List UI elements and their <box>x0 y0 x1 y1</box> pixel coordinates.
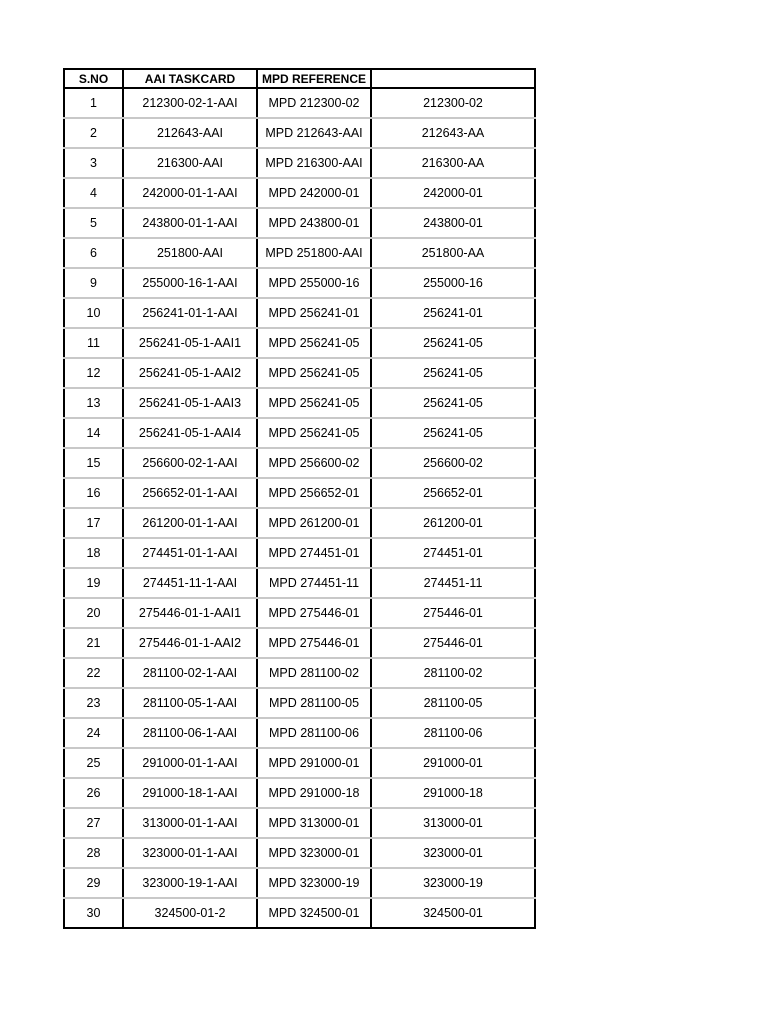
cell-sno[interactable]: 23 <box>64 688 123 718</box>
cell-aai-taskcard[interactable]: 255000-16-1-AAI <box>123 268 257 298</box>
cell-ref-code[interactable]: 251800-AA <box>371 238 535 268</box>
cell-mpd-reference[interactable]: MPD 256241-05 <box>257 418 371 448</box>
cell-ref-code[interactable]: 291000-01 <box>371 748 535 778</box>
cell-aai-taskcard[interactable]: 242000-01-1-AAI <box>123 178 257 208</box>
cell-sno[interactable]: 11 <box>64 328 123 358</box>
cell-aai-taskcard[interactable]: 256241-05-1-AAI4 <box>123 418 257 448</box>
cell-aai-taskcard[interactable]: 323000-19-1-AAI <box>123 868 257 898</box>
cell-mpd-reference[interactable]: MPD 323000-19 <box>257 868 371 898</box>
table-row <box>64 358 535 388</box>
cell-mpd-reference[interactable]: MPD 291000-01 <box>257 748 371 778</box>
cell-ref-code[interactable]: 256241-05 <box>371 388 535 418</box>
cell-ref-code[interactable]: 323000-19 <box>371 868 535 898</box>
cell-ref-code[interactable]: 256600-02 <box>371 448 535 478</box>
table-row <box>64 868 535 898</box>
cell-aai-taskcard[interactable]: 281100-02-1-AAI <box>123 658 257 688</box>
spreadsheet-area <box>63 68 536 929</box>
cell-aai-taskcard[interactable]: 274451-01-1-AAI <box>123 538 257 568</box>
cell-sno[interactable]: 6 <box>64 238 123 268</box>
table-row <box>64 718 535 748</box>
table-row <box>64 748 535 778</box>
cell-sno[interactable]: 20 <box>64 598 123 628</box>
cell-mpd-reference[interactable]: MPD 291000-18 <box>257 778 371 808</box>
table-row <box>64 238 535 268</box>
header-mpd-reference[interactable]: MPD REFERENCE <box>257 69 371 88</box>
cell-aai-taskcard[interactable]: 212300-02-1-AAI <box>123 88 257 118</box>
cell-mpd-reference[interactable]: MPD 281100-06 <box>257 718 371 748</box>
table-row <box>64 628 535 658</box>
cell-mpd-reference[interactable]: MPD 242000-01 <box>257 178 371 208</box>
cell-ref-code[interactable]: 256241-05 <box>371 418 535 448</box>
cell-ref-code[interactable]: 255000-16 <box>371 268 535 298</box>
cell-mpd-reference[interactable]: MPD 261200-01 <box>257 508 371 538</box>
cell-sno[interactable]: 22 <box>64 658 123 688</box>
cell-mpd-reference[interactable]: MPD 256241-01 <box>257 298 371 328</box>
cell-sno[interactable]: 2 <box>64 118 123 148</box>
cell-sno[interactable]: 5 <box>64 208 123 238</box>
cell-ref-code[interactable]: 216300-AA <box>371 148 535 178</box>
cell-mpd-reference[interactable]: MPD 281100-05 <box>257 688 371 718</box>
cell-mpd-reference[interactable]: MPD 216300-AAI <box>257 148 371 178</box>
table-row <box>64 538 535 568</box>
table-row <box>64 148 535 178</box>
cell-ref-code[interactable]: 256241-05 <box>371 358 535 388</box>
cell-sno[interactable]: 10 <box>64 298 123 328</box>
cell-ref-code[interactable]: 274451-11 <box>371 568 535 598</box>
cell-sno[interactable]: 9 <box>64 268 123 298</box>
cell-mpd-reference[interactable]: MPD 323000-01 <box>257 838 371 868</box>
cell-sno[interactable]: 15 <box>64 448 123 478</box>
cell-sno[interactable]: 28 <box>64 838 123 868</box>
cell-aai-taskcard[interactable]: 256652-01-1-AAI <box>123 478 257 508</box>
cell-aai-taskcard[interactable]: 323000-01-1-AAI <box>123 838 257 868</box>
cell-mpd-reference[interactable]: MPD 256652-01 <box>257 478 371 508</box>
cell-aai-taskcard[interactable]: 291000-01-1-AAI <box>123 748 257 778</box>
cell-ref-code[interactable]: 274451-01 <box>371 538 535 568</box>
cell-ref-code[interactable]: 261200-01 <box>371 508 535 538</box>
header-row <box>64 69 535 88</box>
cell-mpd-reference[interactable]: MPD 212643-AAI <box>257 118 371 148</box>
table-row <box>64 298 535 328</box>
cell-ref-code[interactable]: 324500-01 <box>371 898 535 928</box>
table-row <box>64 688 535 718</box>
table-row <box>64 778 535 808</box>
cell-ref-code[interactable]: 323000-01 <box>371 838 535 868</box>
cell-ref-code[interactable]: 256652-01 <box>371 478 535 508</box>
table-row <box>64 88 535 118</box>
cell-aai-taskcard[interactable]: 256241-05-1-AAI3 <box>123 388 257 418</box>
table-row <box>64 568 535 598</box>
cell-mpd-reference[interactable]: MPD 255000-16 <box>257 268 371 298</box>
cell-aai-taskcard[interactable]: 275446-01-1-AAI1 <box>123 598 257 628</box>
cell-aai-taskcard[interactable]: 256241-05-1-AAI2 <box>123 358 257 388</box>
cell-sno[interactable]: 25 <box>64 748 123 778</box>
table-row <box>64 478 535 508</box>
table-row <box>64 448 535 478</box>
cell-mpd-reference[interactable]: MPD 275446-01 <box>257 598 371 628</box>
cell-ref-code[interactable]: 212300-02 <box>371 88 535 118</box>
cell-aai-taskcard[interactable]: 281100-05-1-AAI <box>123 688 257 718</box>
cell-ref-code[interactable]: 242000-01 <box>371 178 535 208</box>
table-row <box>64 658 535 688</box>
cell-mpd-reference[interactable]: MPD 275446-01 <box>257 628 371 658</box>
cell-sno[interactable]: 14 <box>64 418 123 448</box>
cell-sno[interactable]: 27 <box>64 808 123 838</box>
cell-sno[interactable]: 4 <box>64 178 123 208</box>
table-row <box>64 838 535 868</box>
cell-mpd-reference[interactable]: MPD 256241-05 <box>257 388 371 418</box>
table-body <box>64 88 535 928</box>
cell-mpd-reference[interactable]: MPD 251800-AAI <box>257 238 371 268</box>
cell-ref-code[interactable]: 281100-05 <box>371 688 535 718</box>
cell-aai-taskcard[interactable]: 275446-01-1-AAI2 <box>123 628 257 658</box>
cell-aai-taskcard[interactable]: 261200-01-1-AAI <box>123 508 257 538</box>
cell-ref-code[interactable]: 212643-AA <box>371 118 535 148</box>
cell-aai-taskcard[interactable]: 281100-06-1-AAI <box>123 718 257 748</box>
taskcard-table <box>63 68 536 929</box>
cell-ref-code[interactable]: 281100-06 <box>371 718 535 748</box>
cell-aai-taskcard[interactable]: 313000-01-1-AAI <box>123 808 257 838</box>
cell-aai-taskcard[interactable]: 216300-AAI <box>123 148 257 178</box>
cell-ref-code[interactable]: 275446-01 <box>371 598 535 628</box>
cell-mpd-reference[interactable]: MPD 243800-01 <box>257 208 371 238</box>
cell-aai-taskcard[interactable]: 243800-01-1-AAI <box>123 208 257 238</box>
cell-aai-taskcard[interactable]: 256241-01-1-AAI <box>123 298 257 328</box>
table-row <box>64 598 535 628</box>
cell-aai-taskcard[interactable]: 324500-01-2 <box>123 898 257 928</box>
cell-aai-taskcard[interactable]: 274451-11-1-AAI <box>123 568 257 598</box>
cell-sno[interactable]: 26 <box>64 778 123 808</box>
table-row <box>64 328 535 358</box>
cell-mpd-reference[interactable]: MPD 212300-02 <box>257 88 371 118</box>
cell-mpd-reference[interactable]: MPD 281100-02 <box>257 658 371 688</box>
cell-mpd-reference[interactable]: MPD 274451-11 <box>257 568 371 598</box>
cell-mpd-reference[interactable]: MPD 313000-01 <box>257 808 371 838</box>
header-blank[interactable] <box>371 69 535 88</box>
header-aai-taskcard[interactable]: AAI TASKCARD <box>123 69 257 88</box>
cell-sno[interactable]: 24 <box>64 718 123 748</box>
cell-ref-code[interactable]: 275446-01 <box>371 628 535 658</box>
cell-ref-code[interactable]: 256241-01 <box>371 298 535 328</box>
cell-aai-taskcard[interactable]: 251800-AAI <box>123 238 257 268</box>
cell-sno[interactable]: 30 <box>64 898 123 928</box>
cell-sno[interactable]: 29 <box>64 868 123 898</box>
table-row <box>64 418 535 448</box>
cell-sno[interactable]: 17 <box>64 508 123 538</box>
cell-sno[interactable]: 16 <box>64 478 123 508</box>
table-row <box>64 898 535 928</box>
table-row <box>64 268 535 298</box>
cell-mpd-reference[interactable]: MPD 256600-02 <box>257 448 371 478</box>
table-row <box>64 388 535 418</box>
cell-sno[interactable]: 13 <box>64 388 123 418</box>
cell-ref-code[interactable]: 281100-02 <box>371 658 535 688</box>
cell-ref-code[interactable]: 313000-01 <box>371 808 535 838</box>
header-sno[interactable]: S.NO <box>64 69 123 88</box>
cell-mpd-reference[interactable]: MPD 324500-01 <box>257 898 371 928</box>
cell-sno[interactable]: 21 <box>64 628 123 658</box>
cell-mpd-reference[interactable]: MPD 256241-05 <box>257 358 371 388</box>
cell-sno[interactable]: 3 <box>64 148 123 178</box>
table-row <box>64 118 535 148</box>
table-row <box>64 208 535 238</box>
table-row <box>64 808 535 838</box>
cell-ref-code[interactable]: 291000-18 <box>371 778 535 808</box>
cell-sno[interactable]: 1 <box>64 88 123 118</box>
cell-aai-taskcard[interactable]: 291000-18-1-AAI <box>123 778 257 808</box>
cell-aai-taskcard[interactable]: 256241-05-1-AAI1 <box>123 328 257 358</box>
cell-ref-code[interactable]: 256241-05 <box>371 328 535 358</box>
cell-sno[interactable]: 12 <box>64 358 123 388</box>
cell-aai-taskcard[interactable]: 212643-AAI <box>123 118 257 148</box>
cell-mpd-reference[interactable]: MPD 274451-01 <box>257 538 371 568</box>
cell-ref-code[interactable]: 243800-01 <box>371 208 535 238</box>
cell-sno[interactable]: 18 <box>64 538 123 568</box>
cell-aai-taskcard[interactable]: 256600-02-1-AAI <box>123 448 257 478</box>
cell-mpd-reference[interactable]: MPD 256241-05 <box>257 328 371 358</box>
cell-sno[interactable]: 19 <box>64 568 123 598</box>
table-row <box>64 178 535 208</box>
table-row <box>64 508 535 538</box>
